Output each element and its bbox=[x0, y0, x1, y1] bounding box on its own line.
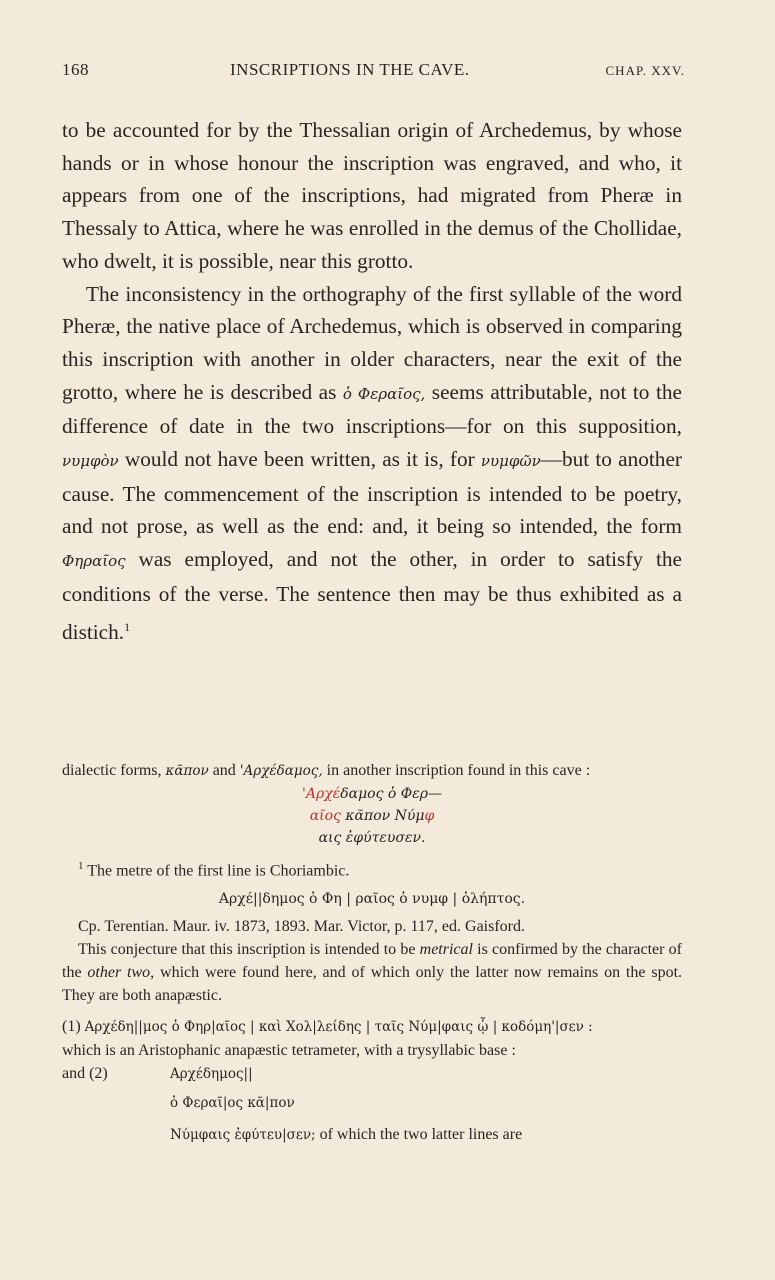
footnote-number: 1 bbox=[78, 860, 84, 872]
verse-label: and (2) bbox=[62, 1065, 108, 1083]
footnote-text: The metre of the first line is Choriambic. bbox=[83, 862, 350, 880]
verse-2 bbox=[62, 1062, 682, 1086]
emphasis: other two, bbox=[87, 964, 155, 982]
inscription-text: δαμος ὁ Φερ— bbox=[340, 786, 442, 802]
red-letters: 'Αρχέ bbox=[302, 786, 341, 802]
note-text: of which the two latter lines are bbox=[315, 1126, 523, 1144]
inscription-line-3: αις ἐφύτευσεν. bbox=[318, 830, 426, 846]
note-text: is confirmed by the character of the bbox=[62, 941, 683, 982]
note-text: in another inscription found in this cave : bbox=[322, 762, 591, 779]
metre-scansion: Αρχέ||δημος ὁ Φη | ραῖος ὁ νυμφ | ὁλήπτος. bbox=[218, 891, 526, 908]
spacer bbox=[62, 1007, 682, 1015]
running-header bbox=[62, 60, 685, 86]
greek-word: νυμφὸν bbox=[62, 452, 119, 471]
paragraph-1: to be accounted for by the Thessalian origin of Archedemus, by whose hands or in whose honour the inscription was engraved, and who, it appears from one of the inscriptions, had migrated from Pheræ in Thessaly to Attica, where he was enrolled in the demus of the Chollidae, who dwelt, it is possible, near this grotto. bbox=[62, 118, 682, 273]
verse-label: (1) bbox=[62, 1018, 85, 1036]
note-text: which were found here, and of which only the latter now remains on the spot. They are both anapæstic. bbox=[62, 964, 683, 1005]
chapter-label: CHAP. XXV. bbox=[605, 63, 685, 78]
paragraph-2-text-a: The inconsistency in the orthography of the first syllable of the word Pheræ, the native place of Archedemus, which is observed in comparing this inscription with another in older characters, near the exit of the grotto, where he is described as bbox=[62, 281, 682, 404]
citation: Cp. Terentian. Maur. iv. 1873, 1893. Mar. Victor, p. 117, ed. Gaisford. bbox=[78, 918, 525, 936]
paragraph-2-text-d: —but to another cause. The commencement of the inscription is intended to be poetry, and not prose, as well as the end: and, it being so intended, the form bbox=[62, 447, 682, 539]
inscription-line-1 bbox=[62, 783, 682, 805]
verse-1-description: which is an Aristophanic anapæstic tetrameter, with a trysyllabic base : bbox=[62, 1042, 516, 1060]
red-letters: φ bbox=[424, 808, 435, 824]
conjecture-paragraph bbox=[62, 938, 682, 1007]
greek-verse: Αρχέδη||μος ὁ Φηρ|αῖος | καὶ Χολ|λείδης | ταῖς Νύμ|φαις ᾧ | κοδόμη'|σεν : bbox=[84, 1019, 593, 1036]
note-text: dialectic forms, bbox=[62, 762, 166, 779]
greek-verse: Νύμφαις ἐφύτευ|σεν; bbox=[170, 1127, 316, 1144]
main-text bbox=[62, 114, 682, 648]
verse-2-line-2: ὁ Φεραῖ|ος κᾶ|πον bbox=[170, 1095, 295, 1112]
paragraph-2 bbox=[62, 278, 682, 649]
paragraph-2-text-c: would not have been written, as it is, for bbox=[118, 447, 481, 472]
inscription-text: κᾶπον Νύμ bbox=[340, 808, 425, 824]
greek-phrase: ὁ Φεραῖος, bbox=[342, 384, 426, 403]
verse-1 bbox=[62, 1015, 682, 1039]
footnotes bbox=[62, 759, 682, 1150]
red-letters: αῖος bbox=[309, 808, 341, 824]
paragraph-2-text-b: seems attributable, not to the difference of date in the two inscriptions—for on this supposition, bbox=[62, 379, 682, 439]
greek-word: Φηραῖος bbox=[62, 552, 126, 571]
page-number: 168 bbox=[62, 60, 89, 79]
note-text: This conjecture that this inscription is intended to be bbox=[78, 941, 420, 959]
footnote-1 bbox=[62, 855, 682, 882]
note-text: and bbox=[208, 762, 240, 779]
verse-2-line-3 bbox=[62, 1120, 682, 1150]
greek-verse: Αρχέδημος|| bbox=[170, 1066, 253, 1083]
footnote-marker: 1 bbox=[124, 619, 131, 634]
greek-word: κᾶπον bbox=[165, 763, 209, 779]
dialectic-note bbox=[62, 759, 682, 783]
running-title: INSCRIPTIONS IN THE CAVE. bbox=[230, 60, 470, 79]
inscription-line-2 bbox=[62, 805, 682, 827]
greek-word: 'Αρχέδαμος, bbox=[239, 763, 323, 779]
emphasis: metrical bbox=[419, 941, 473, 959]
paragraph-2-text-e: was employed, and not the other, in order to satisfy the conditions of the verse. The sentence then may be thus exhibited as a distich. bbox=[62, 547, 682, 644]
greek-word: νυμφῶν bbox=[480, 452, 541, 471]
